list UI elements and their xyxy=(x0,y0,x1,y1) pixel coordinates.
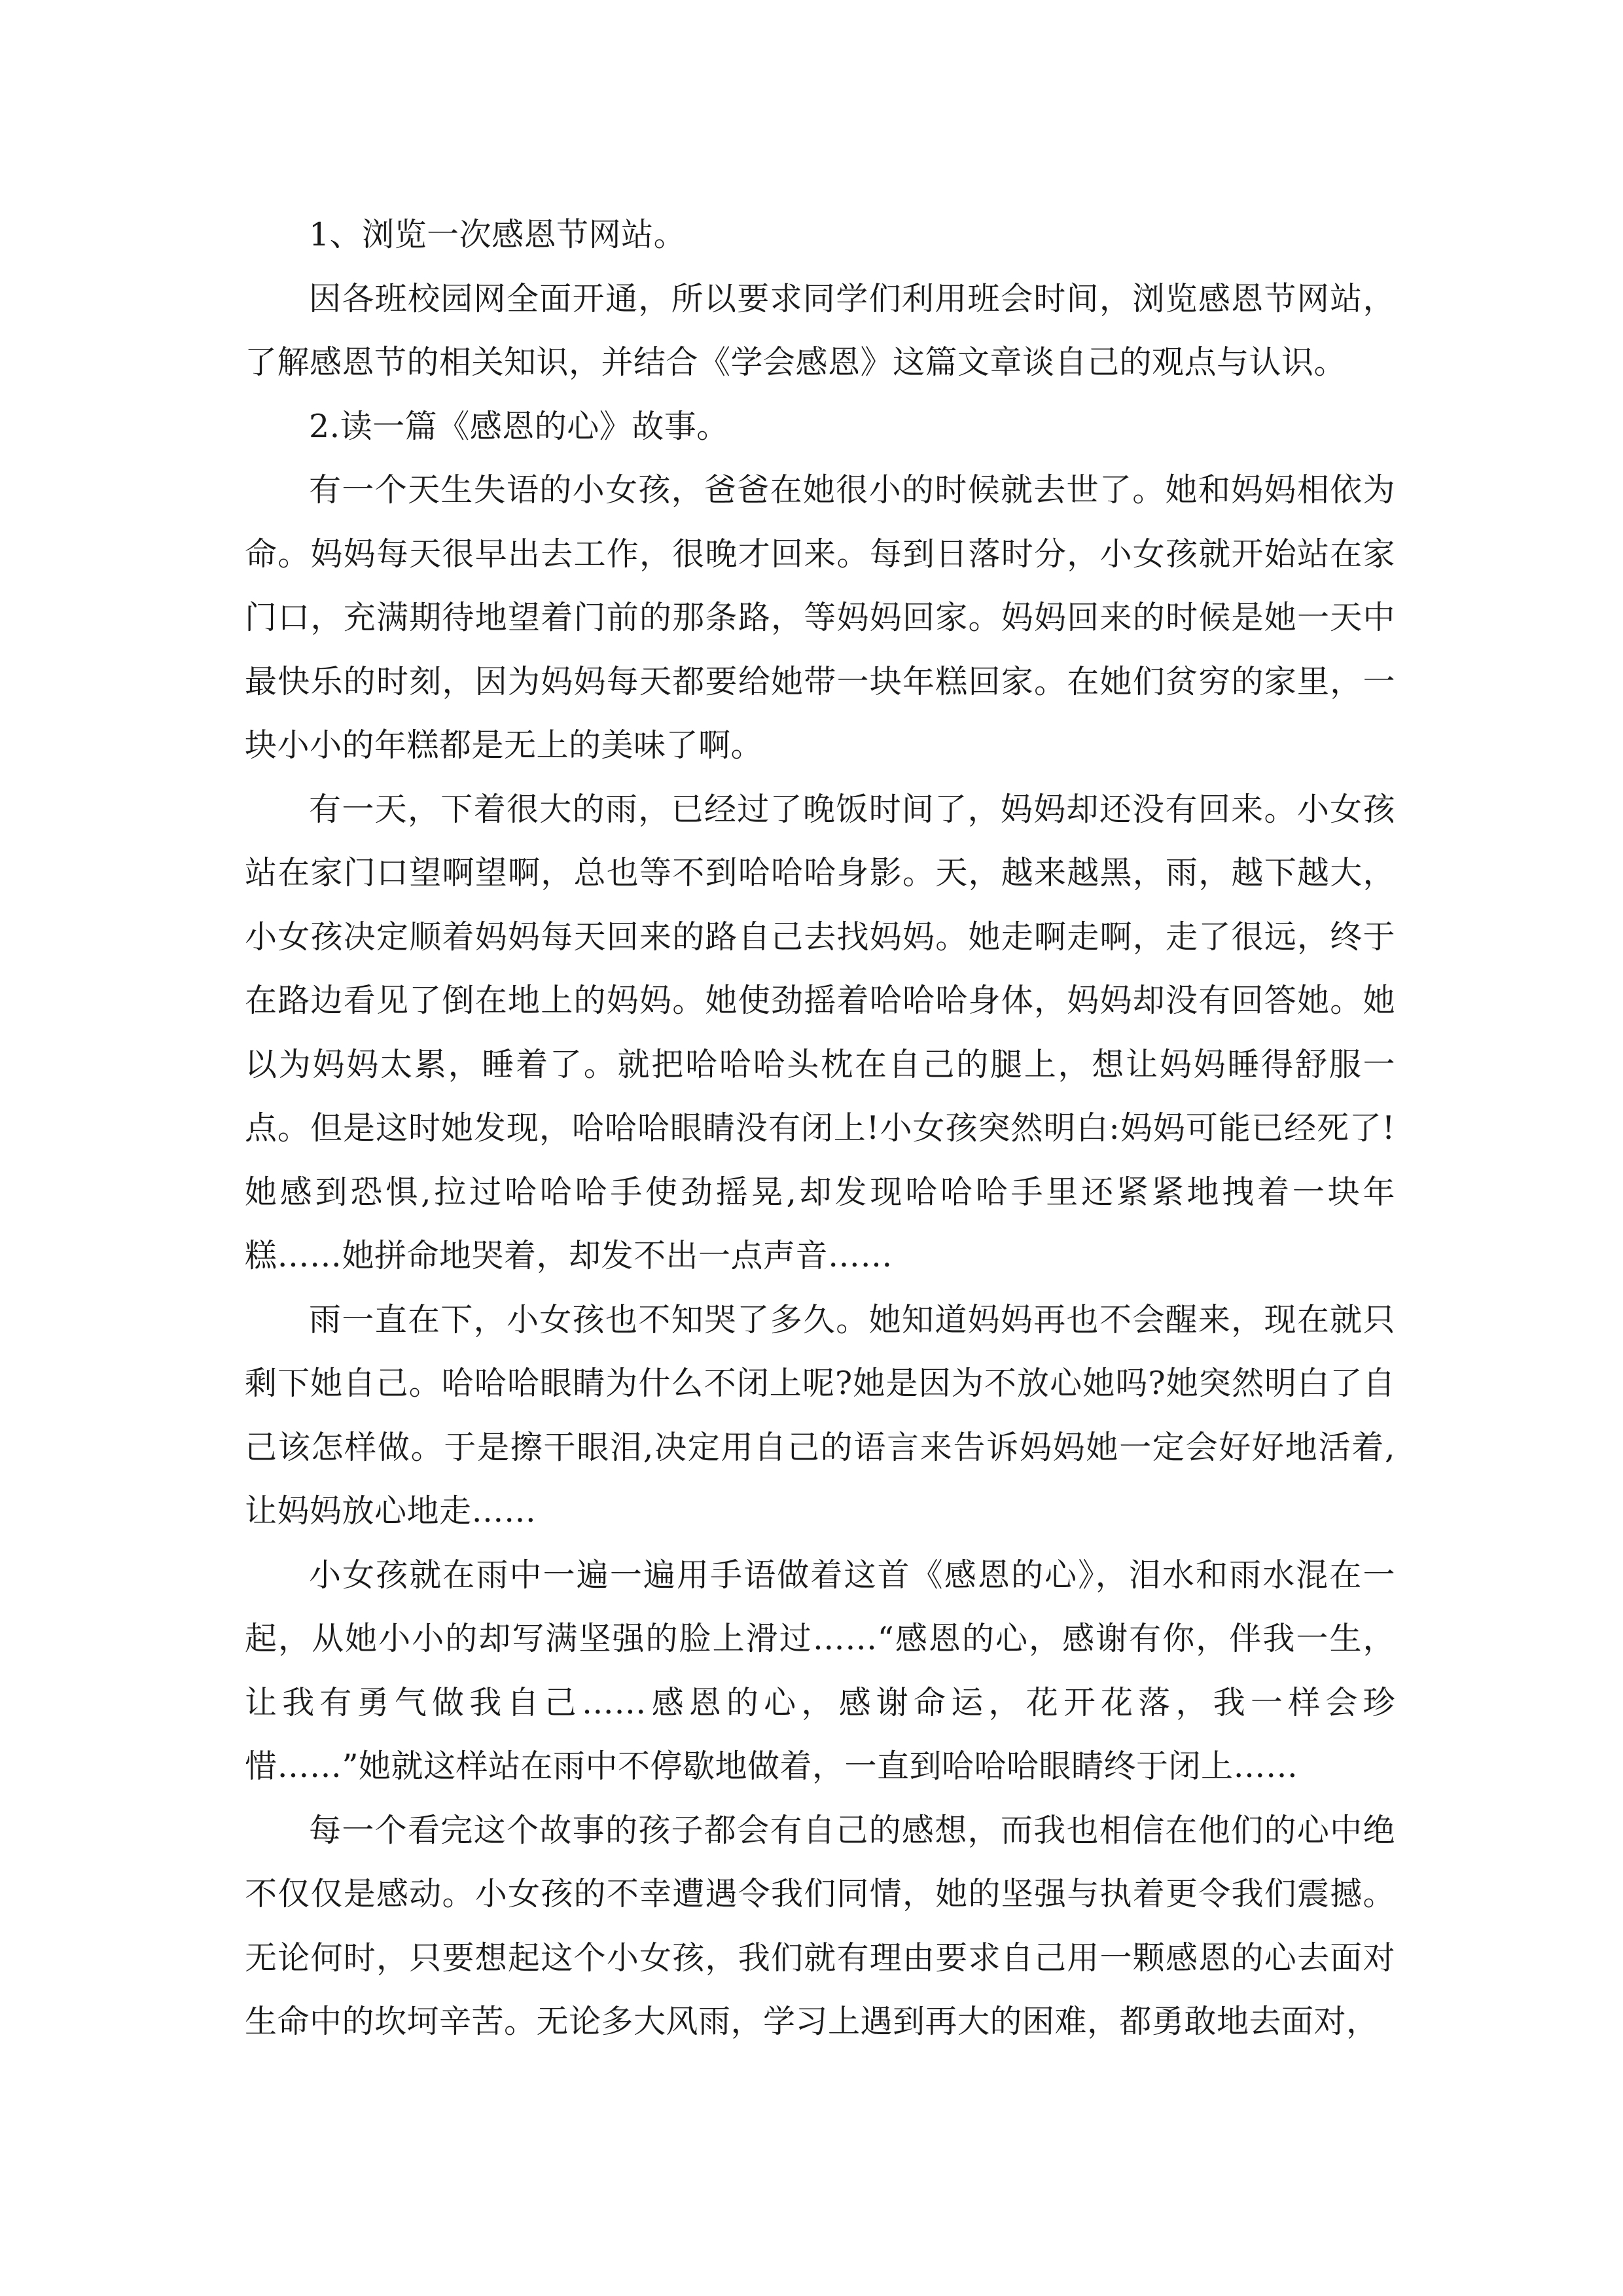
paragraph-reflection: 每一个看完这个故事的孩子都会有自己的感想，而我也相信在他们的心中绝不仅仅是感动。小女孩的不幸遭遇令我们同情，她的坚强与执着更令我们震撼。无论何时，只要想起这个小女孩，我们就有理由要求自己用一颗感恩的心去面对生命中的坎坷辛苦。无论多大风雨，学习上遇到再大的困难，都勇敢地去面对， xyxy=(245,1811,1395,2040)
paragraph-story-3: 雨一直在下，小女孩也不知哭了多久。她知道妈妈再也不会醒来，现在就只剩下她自己。哈哈哈眼睛为什么不闭上呢?她是因为不放心她吗?她突然明白了自己该怎样做。于是擦干眼泪,决定用自己的语言来告诉妈妈她一定会好好地活着,让妈妈放心地走…… xyxy=(245,1300,1395,1530)
paragraph-story-2: 有一天，下着很大的雨，已经过了晚饭时间了，妈妈却还没有回来。小女孩站在家门口望啊望啊，总也等不到哈哈哈身影。天，越来越黑，雨，越下越大，小女孩决定顺着妈妈每天回来的路自己去找妈妈。她走啊走啊，走了很远，终于在路边看见了倒在地上的妈妈。她使劲摇着哈哈哈身体，妈妈却没有回答她。她以为妈妈太累，睡着了。就把哈哈哈头枕在自己的腿上，想让妈妈睡得舒服一点。但是这时她发现，哈哈哈眼睛没有闭上!小女孩突然明白:妈妈可能已经死了!她感到恐惧,拉过哈哈哈手使劲摇晃,却发现哈哈哈手里还紧紧地拽着一块年糕……她拼命地哭着，却发不出一点声音…… xyxy=(245,790,1395,1274)
paragraph-story-1: 有一个天生失语的小女孩，爸爸在她很小的时候就去世了。她和妈妈相依为命。妈妈每天很早出去工作，很晚才回来。每到日落时分，小女孩就开始站在家门口，充满期待地望着门前的那条路，等妈妈回家。妈妈回来的时候是她一天中最快乐的时刻，因为妈妈每天都要给她带一块年糕回家。在她们贫穷的家里，一块小小的年糕都是无上的美味了啊。 xyxy=(245,471,1395,764)
paragraph-story-4: 小女孩就在雨中一遍一遍用手语做着这首《感恩的心》，泪水和雨水混在一起，从她小小的却写满坚强的脸上滑过……“感恩的心，感谢有你，伴我一生，让我有勇气做我自己……感恩的心，感谢命运，花开花落，我一样会珍惜……”她就这样站在雨中不停歇地做着，一直到哈哈哈眼睛终于闭上…… xyxy=(245,1556,1395,1785)
paragraph-activity-2-heading: 2.读一篇《感恩的心》故事。 xyxy=(309,407,729,445)
paragraph-activity-1-heading: 1、浏览一次感恩节网站。 xyxy=(309,216,687,253)
paragraph-activity-1-body: 因各班校园网全面开通，所以要求同学们利用班会时间，浏览感恩节网站，了解感恩节的相关知识，并结合《学会感恩》这篇文章谈自己的观点与认识。 xyxy=(245,279,1395,381)
document-body xyxy=(245,203,1395,2054)
